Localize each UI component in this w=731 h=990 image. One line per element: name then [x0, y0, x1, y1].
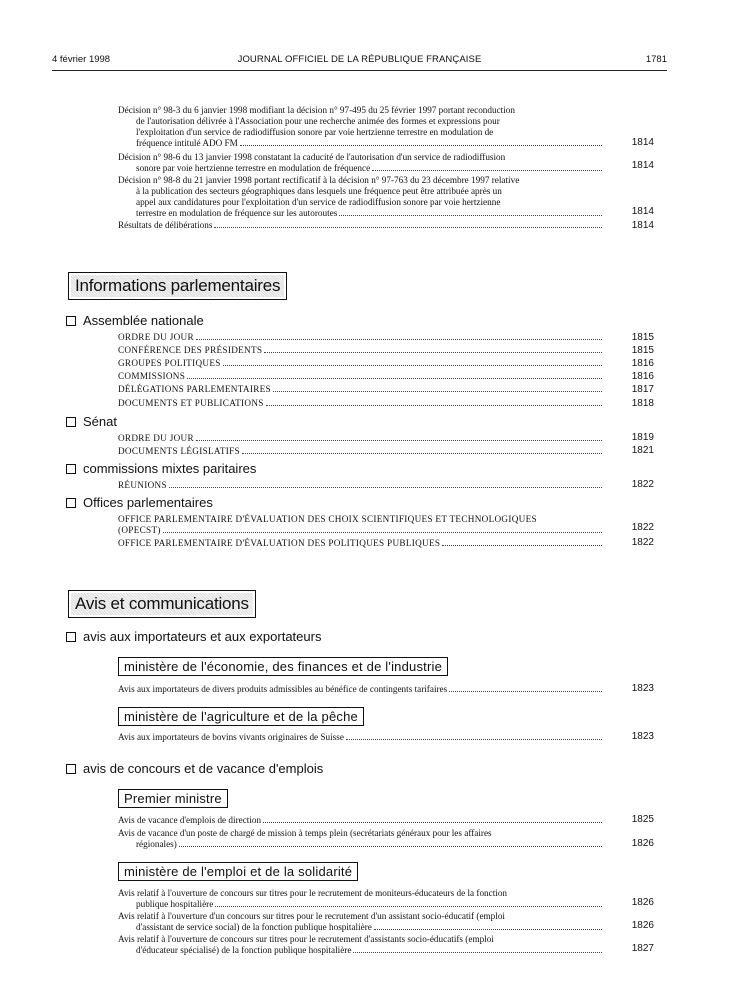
list-item[interactable]: DOCUMENTS ET PUBLICATIONS — [118, 398, 604, 409]
page-ref: 1818 — [631, 398, 654, 409]
decision-entry[interactable]: Décision n° 98-8 du 21 janvier 1998 portant rectificatif à la décision n° 97-763 du 23 décembre 1997 relative à la publication des secteurs géographiques dans lesquels une fréquence peut être attribuée après un appel aux candidatures pour l'exploitation d'un service de radiodiffusion sonore par voie hertzienne terrestre en modulation de fréquence sur les autoroutes — [118, 175, 604, 219]
header-rule — [52, 70, 667, 71]
page-ref: 1822 — [631, 479, 654, 490]
ministry-agriculture: ministère de l'agriculture et de la pêche — [118, 707, 364, 726]
section-heading-informations-parlementaires: Informations parlementaires — [68, 272, 287, 300]
page-ref: 1817 — [631, 384, 654, 395]
checkbox-square-icon — [66, 498, 76, 508]
list-item[interactable]: ORDRE DU JOUR — [118, 332, 604, 343]
page-number: 1781 — [645, 54, 667, 65]
page-ref: 1815 — [631, 332, 654, 343]
page-ref: 1822 — [631, 522, 654, 533]
list-item[interactable]: Avis relatif à l'ouverture d'un concours sur titres pour le recrutement d'un assistant socio-éducatif (emploi d'assistant de service social) de la fonction publique hospitalière — [118, 911, 604, 933]
category-avis-importateurs: avis aux importateurs et aux exportateurs — [66, 629, 321, 644]
list-item[interactable]: OFFICE PARLEMENTAIRE D'ÉVALUATION DES POLITIQUES PUBLIQUES — [118, 538, 604, 549]
page-ref: 1814 — [631, 220, 654, 231]
list-item[interactable]: Avis aux importateurs de divers produits admissibles au bénéfice de contingents tarifaires — [118, 684, 604, 695]
category-avis-concours: avis de concours et de vacance d'emplois — [66, 761, 323, 776]
list-item[interactable]: GROUPES POLITIQUES — [118, 358, 604, 369]
list-item[interactable]: Avis relatif à l'ouverture de concours sur titres pour le recrutement de moniteurs-éducateurs de la fonction publique hospitalière — [118, 888, 604, 910]
page-ref: 1816 — [631, 371, 654, 382]
list-item[interactable]: Avis de vacance d'un poste de chargé de mission à temps plein (secrétariats généraux pour les affaires régionales) — [118, 828, 604, 850]
list-item[interactable]: CONFÉRENCE DES PRÉSIDENTS — [118, 345, 604, 356]
list-item[interactable]: DOCUMENTS LÉGISLATIFS — [118, 446, 604, 457]
section-heading-avis-et-communications: Avis et communications — [68, 590, 256, 618]
page-ref: 1826 — [631, 920, 654, 931]
decision-entry[interactable]: Décision n° 98-3 du 6 janvier 1998 modifiant la décision n° 97-495 du 25 février 1997 portant reconduction de l'autorisation délivrée à l'Association pour une recherche animée des formes et expressions pour l'exploitation d'un service de radiodiffusion sonore par voie hertzienne terrestre en modulation de fréquence intitulé ADO FM — [118, 105, 604, 149]
category-commissions-mixtes-paritaires: commissions mixtes paritaires — [66, 461, 256, 476]
issue-date: 4 février 1998 — [52, 54, 111, 65]
page-ref: 1819 — [631, 432, 654, 443]
page-ref: 1825 — [631, 814, 654, 825]
list-item[interactable]: RÉUNIONS — [118, 480, 604, 491]
ministry-economie: ministère de l'économie, des finances et de l'industrie — [118, 657, 448, 676]
checkbox-square-icon — [66, 464, 76, 474]
ministry-emploi-solidarite: ministère de l'emploi et de la solidarité — [118, 862, 358, 881]
ministry-premier-ministre: Premier ministre — [118, 789, 228, 808]
page-ref: 1827 — [631, 943, 654, 954]
list-item[interactable]: Avis de vacance d'emplois de direction — [118, 815, 604, 826]
page-ref: 1823 — [631, 683, 654, 694]
page-ref: 1815 — [631, 345, 654, 356]
page-ref: 1821 — [631, 445, 654, 456]
page-ref: 1814 — [631, 160, 654, 171]
list-item[interactable]: Avis aux importateurs de bovins vivants originaires de Suisse — [118, 732, 604, 743]
page-ref: 1826 — [631, 897, 654, 908]
page-header — [52, 54, 667, 68]
decision-entry[interactable]: Résultats de délibérations — [118, 220, 604, 231]
page-ref: 1814 — [631, 206, 654, 217]
page-ref: 1823 — [631, 731, 654, 742]
page-ref: 1816 — [631, 358, 654, 369]
checkbox-square-icon — [66, 632, 76, 642]
checkbox-square-icon — [66, 764, 76, 774]
journal-title: JOURNAL OFFICIEL DE LA RÉPUBLIQUE FRANÇAISE — [237, 54, 482, 65]
category-offices-parlementaires: Offices parlementaires — [66, 495, 213, 510]
decision-entry[interactable]: Décision n° 98-6 du 13 janvier 1998 constatant la caducité de l'autorisation d'un service de radiodiffusion sonore par voie hertzienne terrestre en modulation de fréquence — [118, 152, 604, 174]
list-item[interactable]: Avis relatif à l'ouverture de concours sur titres pour le recrutement d'assistants socio-éducatifs (emploi d'éducateur spécialisé) de la fonction publique hospitalière — [118, 934, 604, 956]
checkbox-square-icon — [66, 316, 76, 326]
page-ref: 1814 — [631, 137, 654, 148]
checkbox-square-icon — [66, 417, 76, 427]
list-item[interactable]: OFFICE PARLEMENTAIRE D'ÉVALUATION DES CHOIX SCIENTIFIQUES ET TECHNOLOGIQUES (OPECST) — [118, 514, 604, 536]
list-item[interactable]: DÉLÉGATIONS PARLEMENTAIRES — [118, 384, 604, 395]
page-ref: 1826 — [631, 838, 654, 849]
category-assemblee-nationale: Assemblée nationale — [66, 313, 204, 328]
list-item[interactable]: COMMISSIONS — [118, 371, 604, 382]
page-ref: 1822 — [631, 537, 654, 548]
list-item[interactable]: ORDRE DU JOUR — [118, 433, 604, 444]
category-senat: Sénat — [66, 414, 117, 429]
